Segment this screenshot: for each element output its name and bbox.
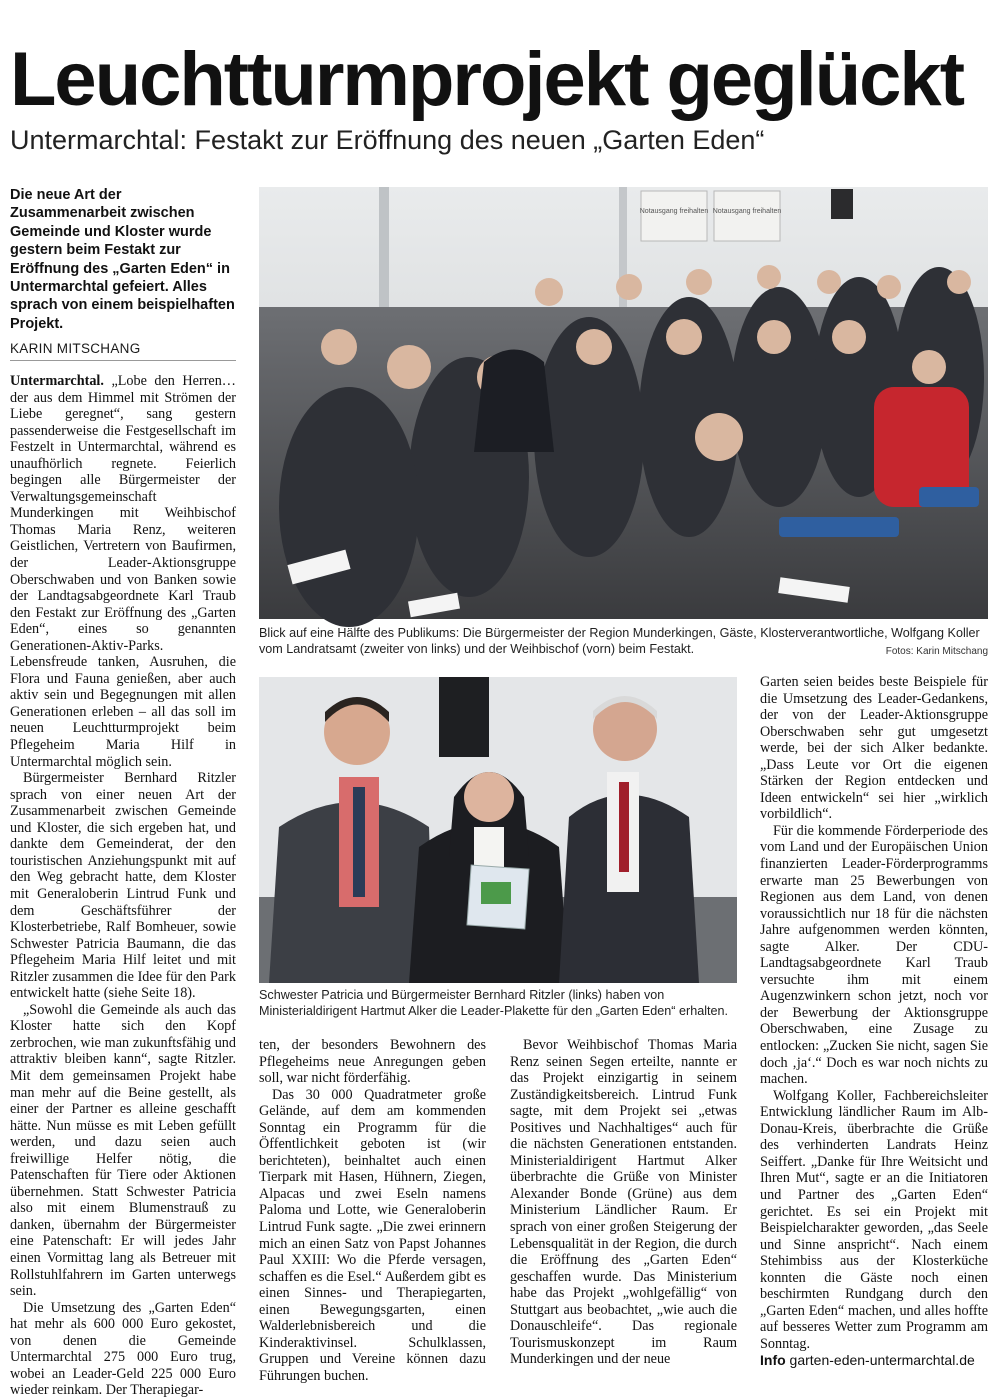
paragraph: Die Umsetzung des „Garten Eden“ hat mehr als 600 000 Euro gekostet, von denen die Gemeinde Untermarchtal 275 000 Euro trug, wobei an Leader-Geld 225 000 Euro wieder reinkam. Der Therapiegar-: [10, 1299, 236, 1399]
notausgang-sign: Notausgang freihalten: [639, 208, 709, 215]
paragraph: Wolfgang Koller, Fachbereichsleiter Entwicklung ländlicher Raum im Alb-Donau-Kreis, überbrachte die Grüße des verhinderten Landrats Heinz Seiffert. „Danke für Ihre Weitsicht und Ihren Mut“, sagte er an die Initiatoren und Partner des „Garten Eden“ gerichtet. Es sei ein Projekt mit Beispielcharakter geworden, „das Seele und Sinne anspricht“. Nach einem Stehimbiss aus der Klosterküche konnten die Gäste noch einen beschirmten Rundgang durch den „Garten Eden“ machen, und alles hoffte auf besseres Wetter zum Programm am Sonntag.: [760, 1087, 988, 1352]
info-link[interactable]: garten-eden-untermarchtal.de: [789, 1352, 975, 1368]
paragraph: Bevor Weihbischof Thomas Maria Renz seinen Segen erteilte, nannte er das Projekt einzigartig in seinem Zuständigkeitsbereich. Lintrud Funk sagte, mit dem Projekt sei „etwas Positives und Nachhaltiges“ auch für die nächsten Generationen entstanden. Ministerialdirigent Hartmut Alker überbrachte die Grüße von Minister Alexander Bonde (Grüne) aus dem Ministerium Ländlicher Raum. Er sprach von einer großen Steigerung der Lebensqualität in der Region, die durch die Eröffnung des „Garten Eden“ geschaffen wurde. Das Ministerium habe das Projekt „wohlgefällig“ von Stuttgart aus beobachtet, „wie auch die Donauschleife“. Das regionale Tourismuskonzept im Raum Munderkingen und der neue: [510, 1037, 737, 1368]
info-label: Info: [760, 1352, 786, 1368]
photo-caption: Schwester Patricia und Bürgermeister Bernhard Ritzler (links) haben von Ministerialdirigent Hartmut Alker die Leader-Plakette für den „Garten Eden“ erhalten.: [259, 988, 728, 1019]
article-column-2: [259, 1037, 486, 1384]
subheadline: Untermarchtal: Festakt zur Eröffnung des neuen „Garten Eden“: [10, 125, 765, 155]
paragraph: Für die kommende Förderperiode des vom Land und der Europäischen Union finanzierten Leader-Förderprogramms erwarte man 25 Bewerbungen von Regionen aus dem Land, von denen voraussichtlich nur 18 für die nächsten Jahre aufgenommen werden könnten, sagte Alker. Der CDU-Landtagsabgeordnete Karl Traub versuchte ihm mit einem Augenzwinkern schon jetzt, noch vor der Bewerbung der Aktionsgruppe Oberschwaben, eine Zusage zu entlocken: „Zucken Sie nicht, sagen Sie doch ‚ja‘.“ Doch es war noch nichts zu machen.: [760, 822, 988, 1088]
photo-credit: Fotos: Karin Mitschang: [885, 646, 988, 657]
article-column-1: [10, 373, 236, 1399]
paragraph: Das 30 000 Quadratmeter große Gelände, auf dem am kommenden Sonntag ein Programm für die Öffentlichkeit geboten ist (wir berichteten), beinhaltet auch einen Tierpark mit Hasen, Hühnern, Ziegen, Alpacas und zwei Eseln namens Paloma und Lotte, wie Generaloberin Lintrud Funk sagte. „Die zwei erinnern mich an einen Satz von Papst Johannes Paul XXIII: Wo die Pferde versagen, schaffen es die Esel.“ Außerdem gibt es einen Sinnes- und Therapiegarten, einen Bewegungsgarten, einen Walderlebnisbereich und die Kinderaktivinsel. Schulklassen, Gruppen und Vereine können dazu Führungen buchen.: [259, 1086, 486, 1384]
paragraph: Garten seien beides beste Beispiele für die Umsetzung des Leader-Gedankens, der von der Leader-Aktionsgruppe Oberschwaben sehr gut umgesetzt werde, bei der sich Alker bedankte. „Dass Leute vor Ort die eigenen Stärken der Region entdecken und Ideen entwickeln“ sei hier „wirklich vorbildlich“.: [760, 674, 988, 823]
audience-photo: [259, 187, 988, 619]
info-box: [760, 1352, 990, 1368]
headline: Leuchtturmprojekt geglückt: [10, 37, 963, 122]
paragraph: Untermarchtal. „Lobe den Herren… der aus dem Himmel mit Strömen der Liebe geregnet“, sang gestern passenderweise die Festgesellschaft im Festzelt in Untermarchtal, während es unaufhörlich regnete. Feierlich begingen alle Bürgermeister der Verwaltungsgemeinschaft Munderkingen mit Weihbischof Thomas Maria Renz, weiteren Geistlichen, Vertretern von Baufirmen, der Leader-Aktionsgruppe Oberschwaben und von Banken sowie der Landtagsabgeordnete Karl Traub den Festakt zur Eröffnung des „Garten Eden“, eines so genannten Generationen-Aktiv-Parks. Lebensfreude tanken, Ausruhen, die Flora und Fauna genießen, aber auch aktiv sein und Begegnungen mit allen Generationen erleben – all das soll im neuen Leuchtturmprojekt beim Pflegeheim Maria Hilf in Untermarchtal möglich sein.: [10, 373, 236, 770]
paragraph: Bürgermeister Bernhard Ritzler sprach von einer neuen Art der Zusammenarbeit zwischen Gemeinde und Kloster, die sich ergeben hat, und dankte dem Gemeinderat, der den touristischen Anziehungspunkt mit auf den Weg gebracht hatte, dem Kloster mit Generaloberin Lintrud Funk und dem Geschäftsführer der Klosterbetriebe, Ralf Bomheuer, sowie Schwester Patricia Baumann, die das Pflegeheim Maria Hilf leitet und mit Ritzler zusammen die Idee für den Park entwickelt hatte (siehe Seite 18).: [10, 770, 236, 1002]
article-column-4: [760, 674, 988, 1352]
lead-paragraph: Die neue Art der Zusammenarbeit zwischen Gemeinde und Kloster wurde gestern beim Festakt zur Eröffnung des „Garten Eden“ in Untermarchtal gefeiert. Alles sprach von einem beispielhaften Projekt.: [10, 187, 235, 332]
plaque-photo: [259, 677, 737, 983]
notausgang-sign: Notausgang freihalten: [712, 208, 782, 215]
dateline: Untermarchtal.: [10, 373, 104, 389]
photo-caption: Blick auf eine Hälfte des Publikums: Die Bürgermeister der Region Munderkingen, Gäste, Klosterverantwortliche, Wolfgang Koller vom Landratsamt (zweiter von links) und der Weihbischof (vorn) beim Festakt.: [259, 626, 980, 657]
article-column-3: [510, 1037, 737, 1373]
paragraph: ten, der besonders Bewohnern des Pflegeheims neue Anregungen geben soll, war nicht förderfähig.: [259, 1037, 486, 1087]
author-byline: KARIN MITSCHANG: [10, 340, 236, 361]
paragraph: „Sowohl die Gemeinde als auch das Kloster hatte sich den Kopf zerbrochen, wie man zukunftsfähig und attraktiv bleiben kann“, sagte Ritzler. Mit dem gemeinsamen Projekt habe man mehr auf die Beine gestellt, als einer der Partner es alleine geschafft hätte. Nun müsse es mit Leben gefüllt werden, und dazu seien auch freiwillige Helfer nötig, die Patenschaften für Tiere oder Aktionen übernehmen. Statt Schwester Patricia also mit einem Blumenstrauß zu danken, übernahm der Bürgermeister eine Patenschaft: Er will jedes Jahr einen Vormittag lang als Betreuer mit Rollstuhlfahrern im Garten unterwegs sein.: [10, 1001, 236, 1300]
